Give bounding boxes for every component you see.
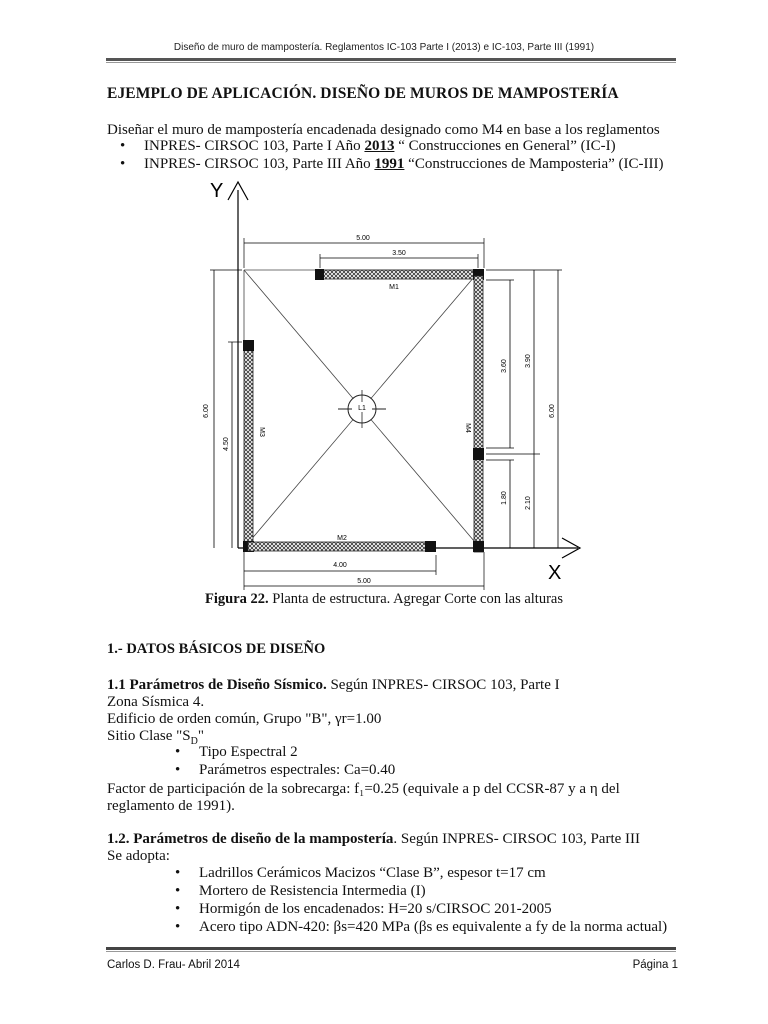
bullet-icon: • xyxy=(120,138,126,154)
list-item xyxy=(175,901,552,918)
dim-top-inner: 3.50 xyxy=(392,250,406,257)
footer-author: Carlos D. Frau- Abril 2014 xyxy=(107,959,240,971)
dim-left-outer: 6.00 xyxy=(203,404,210,418)
dim-bottom-outer: 5.00 xyxy=(357,578,371,585)
bullet-icon: • xyxy=(175,744,181,760)
list-item xyxy=(175,744,298,761)
intro-item-2-year: 1991 xyxy=(374,156,405,172)
se-adopta: Se adopta: xyxy=(107,848,170,864)
subsection-1-2 xyxy=(107,830,640,848)
sitio-clase-sub: D xyxy=(190,736,198,747)
list-item xyxy=(175,883,426,900)
wall-m3-label: M3 xyxy=(258,427,265,437)
dim-right-bottom: 2.10 xyxy=(525,496,532,510)
factor-line-1: Factor de participación de la sobrecarga: f₁=0.25 (equivale a p del CCSR-87 y a η del xyxy=(107,781,620,797)
wall-m4 xyxy=(474,276,483,552)
subsection-1-1-label: 1.1 Parámetros de Diseño Sísmico. xyxy=(107,677,327,693)
list-item-text: Tipo Espectral 2 xyxy=(199,744,298,760)
zona-sismica: Zona Sísmica 4. xyxy=(107,694,205,710)
sitio-clase xyxy=(107,727,204,751)
intro-item-1-rest: “ Construcciones en General” (IC-I) xyxy=(394,138,616,154)
wall-m2 xyxy=(248,542,434,551)
intro-line: Diseñar el muro de mampostería encadenada designado como M4 en base a los reglamentos xyxy=(107,122,660,138)
caption-label: Figura 22. xyxy=(205,591,269,607)
column-m1-left xyxy=(315,269,324,280)
list-item-text: Mortero de Resistencia Intermedia (I) xyxy=(199,883,426,899)
page-title: EJEMPLO DE APLICACIÓN. DISEÑO DE MUROS DE MAMPOSTERÍA xyxy=(107,85,619,102)
dim-left-inner: 4.50 xyxy=(223,437,230,451)
intro-item-2-text: INPRES- CIRSOC 103, Parte III Año xyxy=(144,156,375,172)
sitio-clase-text: Sitio Clase "S xyxy=(107,728,191,744)
y-axis-label: Y xyxy=(210,180,224,202)
bullet-icon: • xyxy=(175,762,181,778)
wall-m3 xyxy=(244,342,253,548)
dim-right-lower: 1.80 xyxy=(501,491,508,505)
subsection-1-2-label: 1.2. Parámetros de diseño de la mampostería xyxy=(107,831,394,847)
wall-m4-label: M4 xyxy=(464,423,471,433)
list-item-text: Ladrillos Cerámicos Macizos “Clase B”, espesor t=17 cm xyxy=(199,865,546,881)
intro-item-2-rest: “Construcciones de Mamposteria” (IC-III) xyxy=(404,156,664,172)
wall-m1-label: M1 xyxy=(389,284,399,291)
dim-right-mid: 3.90 xyxy=(525,354,532,368)
wall-m2-label: M2 xyxy=(337,535,347,542)
sitio-clase-end: " xyxy=(197,728,204,744)
list-item xyxy=(175,762,396,779)
subsection-1-1 xyxy=(107,676,560,694)
subsection-1-2-text: . Según INPRES- CIRSOC 103, Parte III xyxy=(393,831,641,847)
column-m3-top xyxy=(243,340,254,351)
figure-caption xyxy=(0,591,768,608)
bullet-icon: • xyxy=(120,156,126,172)
column-m2-right xyxy=(425,541,436,552)
footer-page-number: Página 1 xyxy=(632,959,678,971)
dim-right-upper: 3.60 xyxy=(501,359,508,373)
list-item xyxy=(175,919,668,936)
bullet-icon: • xyxy=(175,865,181,881)
dim-top-outer: 5.00 xyxy=(356,235,370,242)
intro-item-1-text: INPRES- CIRSOC 103, Parte I Año xyxy=(144,138,365,154)
bullet-icon: • xyxy=(175,919,181,935)
intro-item-1-year: 2013 xyxy=(364,138,395,154)
slab-label: L1 xyxy=(358,405,366,412)
list-item-text: Hormigón de los encadenados: H=20 s/CIRSOC 201-2005 xyxy=(199,901,552,917)
bullet-icon: • xyxy=(175,901,181,917)
wall-m1 xyxy=(320,270,480,279)
subsection-1-1-text: Según INPRES- CIRSOC 103, Parte I xyxy=(326,677,560,693)
caption-text: Planta de estructura. Agregar Corte con las alturas xyxy=(268,591,563,607)
footer-rule-thin xyxy=(106,951,676,952)
edificio-grupo: Edificio de orden común, Grupo "B", γr=1.00 xyxy=(107,711,382,727)
list-item xyxy=(175,865,546,882)
section-heading: 1.- DATOS BÁSICOS DE DISEÑO xyxy=(107,641,326,657)
column-m4-bottom xyxy=(473,541,484,552)
footer-rule xyxy=(106,947,676,950)
list-item-text: Parámetros espectrales: Ca=0.40 xyxy=(199,762,396,778)
dim-bottom-inner: 4.00 xyxy=(333,562,347,569)
list-item-text: Acero tipo ADN-420: βs=420 MPa (βs es equivalente a fy de la norma actual) xyxy=(199,919,668,935)
running-header: Diseño de muro de mampostería. Reglamentos IC-103 Parte I (2013) e IC-103, Parte III (1991) xyxy=(173,42,595,53)
column-m4-mid xyxy=(473,448,484,460)
dim-right-outer: 6.00 xyxy=(549,404,556,418)
bullet-icon: • xyxy=(175,883,181,899)
factor-line-2: reglamento de 1991). xyxy=(107,798,235,814)
x-axis-label: X xyxy=(548,562,562,584)
